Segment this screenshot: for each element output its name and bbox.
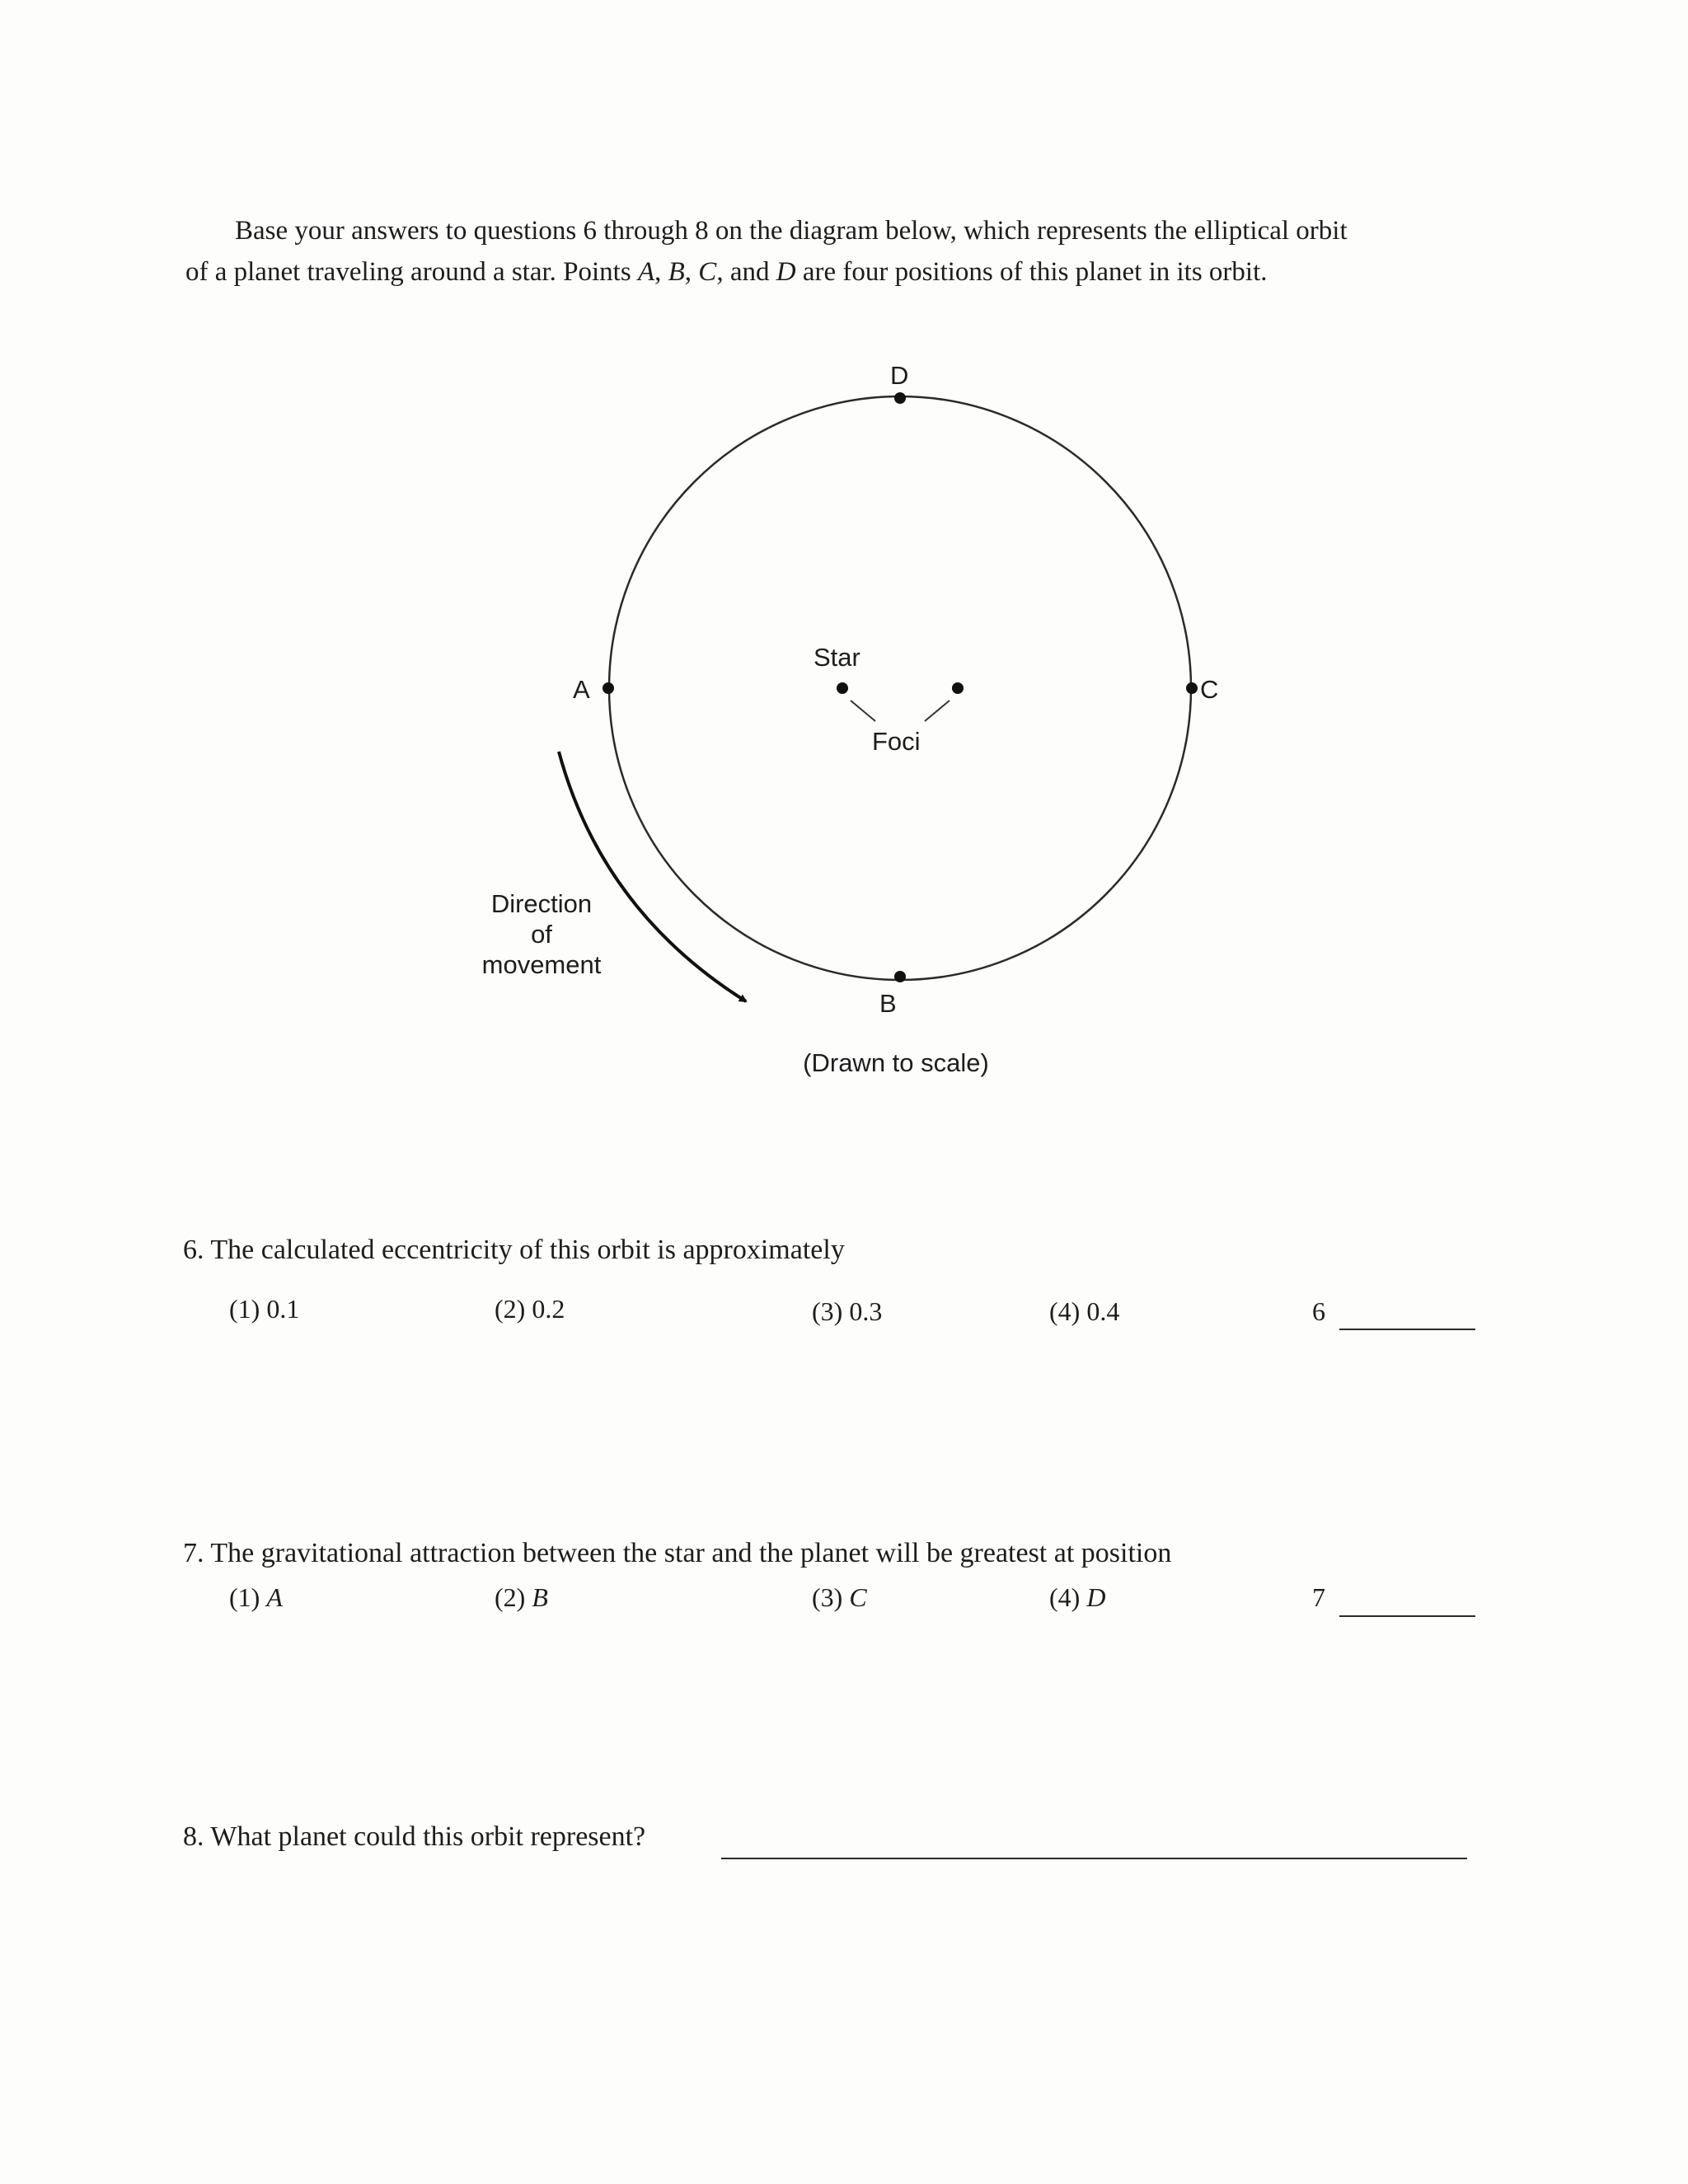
direction-label-line1: Direction [490,889,593,918]
point-a [603,682,614,694]
label-a: A [573,675,590,704]
foci-pointer-left [851,701,875,721]
point-b-ref: B [668,257,685,287]
label-star: Star [814,643,860,672]
q6-answer-number: 6 [1312,1296,1325,1326]
q8-answer-blank[interactable] [721,1858,1467,1859]
label-c: C [1200,675,1219,704]
foci-pointer-right [925,701,950,721]
orbit-ellipse [609,396,1191,980]
q7-answer-blank[interactable] [1339,1615,1475,1617]
q7-option-3[interactable]: (3) C [812,1582,867,1612]
intro-line-2: of a planet traveling around a star. Points A, B, C, and D are four positions of this planet in its orbit. [185,257,1268,287]
question-7-stem: 7. The gravitational attraction between the star and the planet will be greatest at position [183,1538,1172,1568]
question-8-stem: 8. What planet could this orbit represent? [183,1821,646,1852]
q7-answer-number: 7 [1312,1582,1325,1612]
point-a-ref: A [637,257,655,287]
q6-option-3[interactable]: (3) 0.3 [812,1296,883,1326]
point-d [894,392,906,404]
label-b: B [879,989,897,1018]
intro-line-1: Base your answers to questions 6 through 8 on the diagram below, which represents the elliptical orbit [235,216,1348,246]
star-focus [837,682,848,694]
point-d-ref: D [776,257,796,287]
diagram-caption: (Drawn to scale) [803,1048,989,1077]
q6-answer-blank[interactable] [1339,1329,1475,1330]
point-b [894,971,906,982]
q7-option-2[interactable]: (2) B [495,1582,548,1612]
point-c-ref: C [698,257,717,287]
label-foci: Foci [872,727,921,756]
direction-label-line2: of [531,920,552,949]
label-d: D [890,361,909,390]
q6-option-1[interactable]: (1) 0.1 [229,1294,300,1324]
q6-option-4[interactable]: (4) 0.4 [1049,1296,1120,1326]
question-6-stem: 6. The calculated eccentricity of this orbit is approximately [183,1235,845,1265]
q6-option-2[interactable]: (2) 0.2 [495,1294,565,1324]
q7-option-1[interactable]: (1) A [229,1582,283,1612]
q7-option-4[interactable]: (4) D [1049,1582,1106,1612]
direction-label-line3: movement [481,950,602,979]
empty-focus [952,682,964,694]
point-c [1186,682,1198,694]
